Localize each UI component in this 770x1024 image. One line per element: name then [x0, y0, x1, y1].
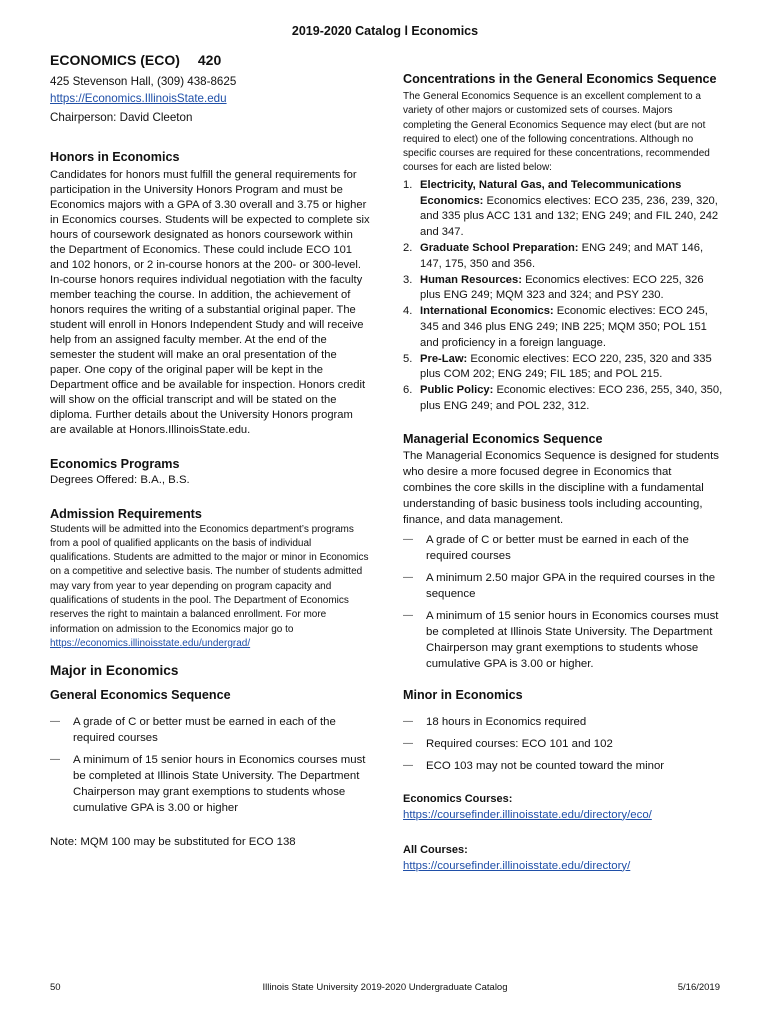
page-number: 50 [50, 982, 61, 993]
department-address: 425 Stevenson Hall, (309) 438-8625 [50, 75, 237, 88]
all-courses-link[interactable]: https://coursefinder.illinoisstate.edu/directory/ [403, 859, 631, 872]
concentration-number: 4. [403, 305, 413, 318]
concentration-item [403, 241, 723, 273]
concentrations-intro: The General Economics Sequence is an excellent complement to a variety of other majors or customized sets of courses. Majors completing the General Economics Sequence may elect (but are not required to elect) one of the following concentrations. Although no specific courses are required for these concentrations, recommended courses for each are listed below: [403, 91, 710, 174]
major-heading: Major in Economics [50, 663, 179, 679]
managerial-heading: Managerial Economics Sequence [403, 431, 603, 446]
list-item: — A grade of C or better must be earned in each of the required courses [50, 714, 370, 746]
concentration-name: Electricity, Natural Gas, and Telecommunications Economics: [420, 178, 682, 207]
department-name: ECONOMICS (ECO) [50, 52, 180, 68]
managerial-intro: The Managerial Economics Sequence is designed for students who desire a more focused degree in Economics that combines the core skills in the discipline with a fundamental understanding of basic business tools including accounting, finance, and data management. [403, 449, 719, 526]
programs-heading: Economics Programs [50, 456, 180, 471]
chairperson: Chairperson: David Cleeton [50, 111, 193, 124]
footer-title: Illinois State University 2019-2020 Undergraduate Catalog [262, 982, 508, 993]
concentration-number: 1. [403, 178, 413, 191]
department-code: 420 [197, 52, 222, 68]
economics-courses-link[interactable]: https://coursefinder.illinoisstate.edu/directory/eco/ [403, 808, 652, 821]
concentration-number: 3. [403, 273, 413, 286]
general-sequence-list [50, 714, 370, 816]
general-sequence-heading: General Economics Sequence [50, 688, 231, 703]
concentration-item [403, 273, 723, 305]
list-item: — A grade of C or better must be earned in each of the required courses [403, 532, 723, 564]
concentration-number: 5. [403, 352, 413, 365]
concentrations-heading: Concentrations in the General Economics Sequence [403, 72, 717, 86]
concentration-text: Economic electives: ECO 236, 255, 340, 350, plus ENG 249; and POL 232, 312. [420, 384, 723, 412]
concentration-text: ENG 249; and MAT 146, 147, 175, 350 and 356. [420, 241, 704, 270]
concentrations-list [403, 178, 723, 415]
all-courses-label: All Courses: [403, 843, 468, 856]
list-item: — Required courses: ECO 101 and 102 [403, 736, 723, 752]
list-item: — A minimum of 15 senior hours in Economics courses must be completed at Illinois State University. The Department Chairperson may grant exemptions to students whose cumulative GPA is 3.00 or higher [50, 752, 370, 816]
concentration-item [403, 178, 723, 241]
running-head: 2019-2020 Catalog l Economics [291, 24, 479, 38]
department-website-link[interactable]: https://Economics.IllinoisState.edu [50, 91, 227, 105]
concentration-number: 6. [403, 384, 413, 397]
concentration-name: International Economics: [420, 305, 554, 318]
right-column [403, 72, 723, 874]
list-item: — A minimum 2.50 major GPA in the required courses in the sequence [403, 570, 723, 602]
honors-text: Candidates for honors must fulfill the general requirements for participation in the University Honors Program and must be Economics majors with a GPA of 3.30 overall and 3.75 or higher in Economics courses. Students will be expected to complete six hours of coursework designated as honors coursework within the Department of Economics. These could include ECO 101 and 102 honors, or 2 in-course honors at the 200- or 300-level. In-course honors requires individual negotiation with the faculty member teaching the course. In addition, the achievement of honors requires the writing of a substantial original paper. The student will enroll in Honors Independent Study and will receive help from an assigned faculty member. At the end of the semester the student will make an oral presentation of the paper. One copy of the original paper will be kept in the Department office and be available for inspection. Honors credit will show on the official transcript and will be stated on the diploma. Further details about the University Honors program are available at Honors.IllinoisState.edu. [50, 168, 370, 436]
degrees-offered: Degrees Offered: B.A., B.S. [50, 473, 190, 486]
concentration-name: Public Policy: [420, 384, 494, 397]
major-note: Note: MQM 100 may be substituted for ECO 138 [50, 836, 296, 849]
concentration-item [403, 304, 723, 351]
list-item: — ECO 103 may not be counted toward the minor [403, 758, 723, 774]
concentration-name: Human Resources: [420, 273, 522, 286]
concentration-text: Economic electives: ECO 245, 345 and 346 plus ENG 249; INB 225; MQM 350; POL 151 and proficiency in a foreign language. [420, 305, 708, 349]
concentration-number: 2. [403, 241, 413, 254]
department-title [50, 52, 370, 68]
managerial-list [403, 532, 723, 672]
minor-heading: Minor in Economics [403, 687, 523, 702]
concentration-name: Graduate School Preparation: [420, 241, 579, 254]
list-item: — A minimum of 15 senior hours in Economics courses must be completed at Illinois State University. The Department Chairperson may grant exemptions to students whose cumulative GPA is 3.00 or higher. [403, 608, 723, 672]
concentration-item [403, 383, 723, 415]
minor-list [403, 714, 723, 774]
concentration-name: Pre-Law: [420, 352, 468, 365]
left-column [50, 52, 370, 850]
concentration-text: Economics electives: ECO 235, 236, 239, 320, and 335 plus ACC 131 and 132; ENG 249; and FIL 240, 242 and 347. [420, 194, 719, 239]
footer-date: 5/16/2019 [677, 982, 720, 993]
admission-heading: Admission Requirements [50, 506, 202, 521]
admission-link[interactable]: https://economics.illinoisstate.edu/undergrad/ [50, 637, 251, 649]
concentration-text: Economic electives: ECO 220, 235, 320 and 335 plus COM 202; ENG 249; FIL 185; and POL 215. [420, 352, 712, 381]
admission-body: Students will be admitted into the Economics department’s programs from a pool of qualified applicants on the basis of individual qualifications. Students are admitted to the major or minor in Economics on a competitive and selective basis. The number of students admitted may vary from year to year depending on program capacity and qualifications of students in the pool. The Department of Economics reserves the right to maintain a balanced enrollment. For more information on admission to the Economics major go to [50, 523, 369, 635]
honors-heading: Honors in Economics [50, 149, 180, 164]
concentration-text: Economics electives: ECO 225, 326 plus ENG 249; MQM 323 and 324; and PSY 230. [420, 273, 704, 302]
concentration-item [403, 352, 723, 384]
list-item: — 18 hours in Economics required [403, 714, 723, 730]
admission-text [50, 523, 370, 652]
economics-courses-label: Economics Courses: [403, 792, 513, 805]
